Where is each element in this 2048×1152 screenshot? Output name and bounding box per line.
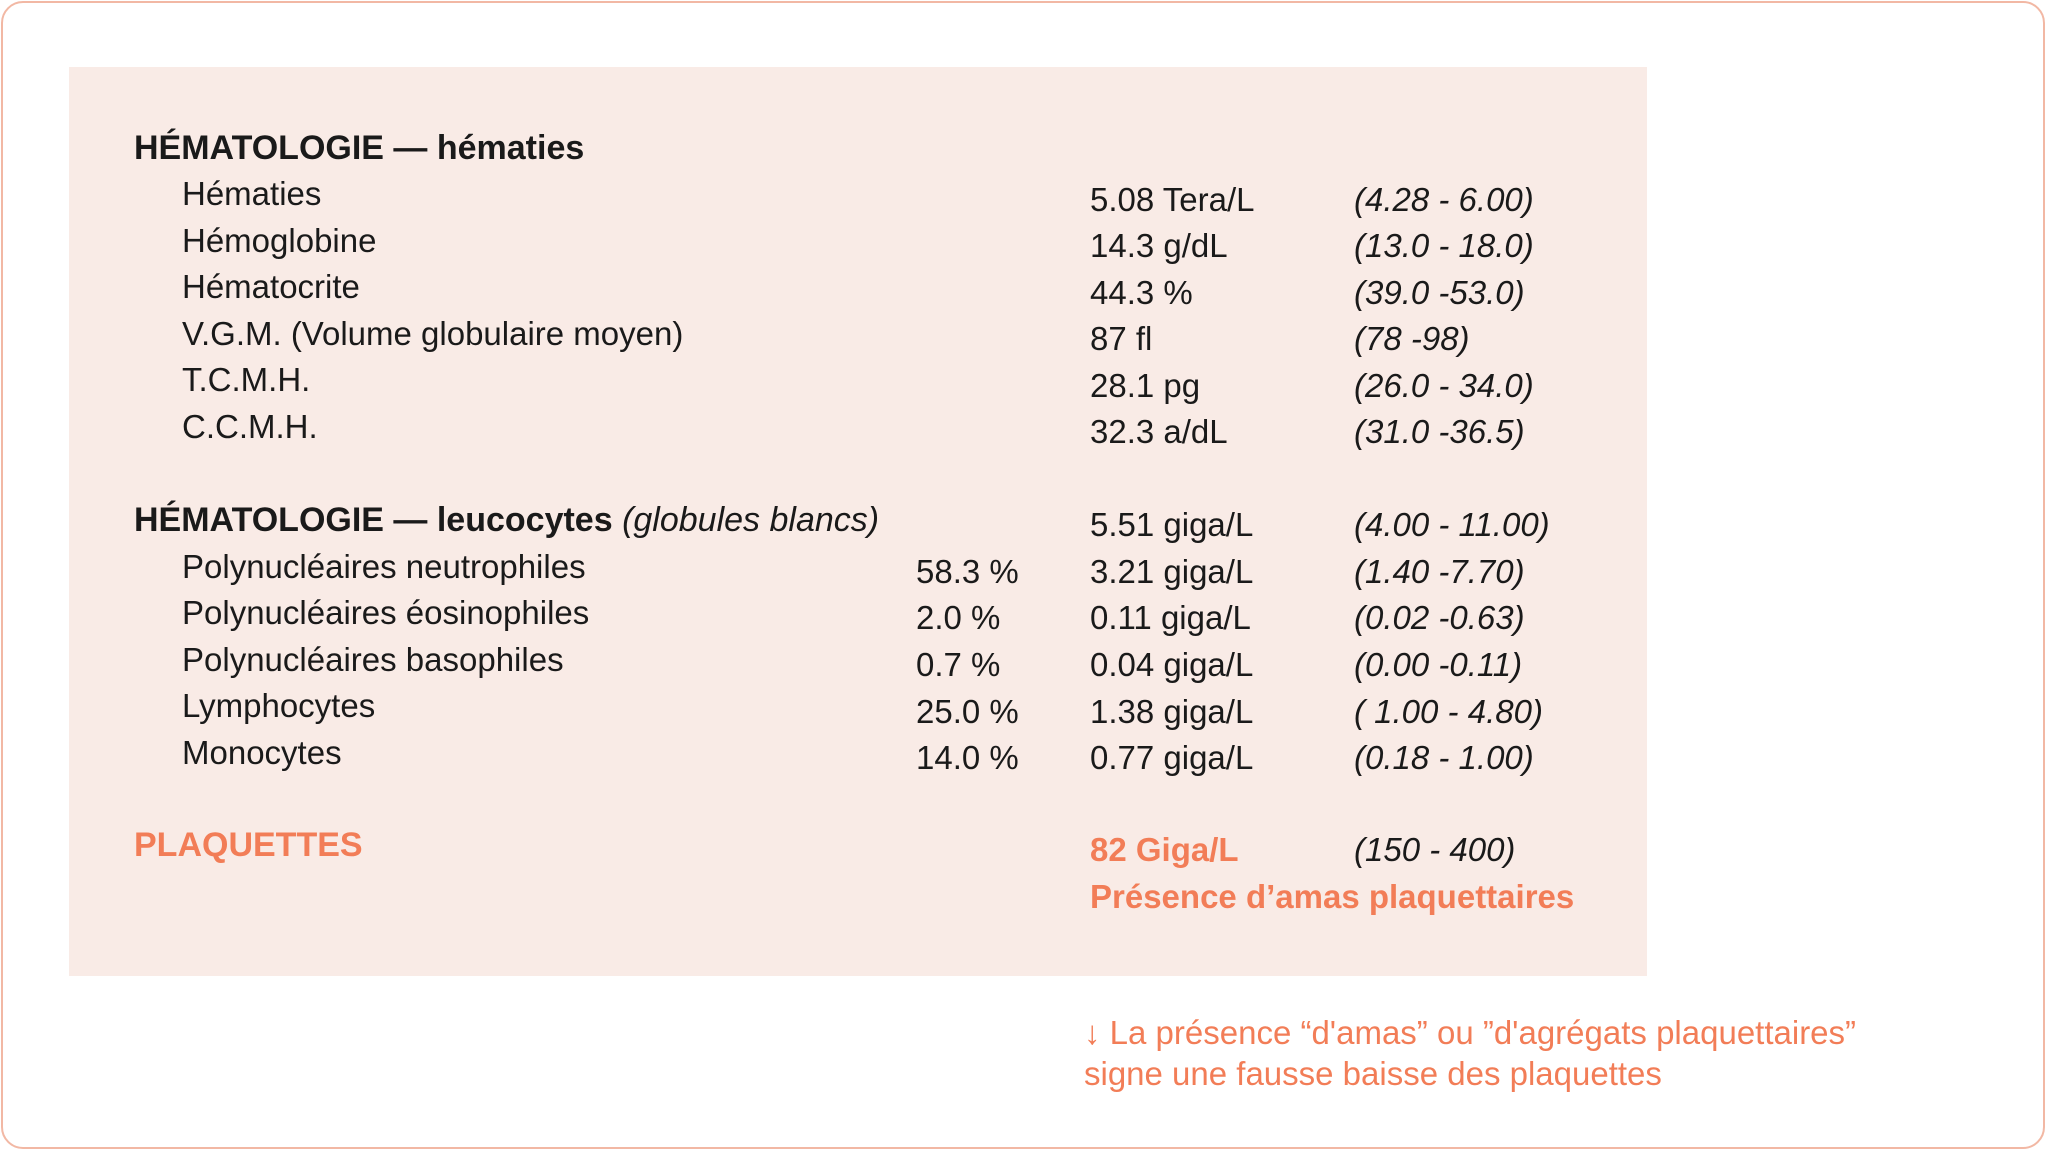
row-value: 0.11 giga/L <box>1090 599 1251 636</box>
row-label: T.C.M.H. <box>182 361 311 398</box>
row-value: 32.3 a/dL <box>1090 413 1228 450</box>
row-value: 28.1 pg <box>1090 367 1201 404</box>
row-value: 5.08 Tera/L <box>1090 181 1255 218</box>
row-reference-range: (1.40 -7.70) <box>1354 553 1525 590</box>
hematies-section-title: HÉMATOLOGIE — hématies <box>134 129 585 167</box>
plaquettes-section-title: PLAQUETTES <box>134 826 363 864</box>
row-reference-range: (0.18 - 1.00) <box>1354 739 1534 776</box>
leucocytes-section-title: HÉMATOLOGIE — leucocytes (globules blancs) <box>134 501 880 539</box>
row-value: 1.38 giga/L <box>1090 693 1254 730</box>
row-percent: 0.7 % <box>916 646 1001 683</box>
plaquettes-comment: Présence d’amas plaquettaires <box>1090 878 1575 915</box>
row-label: Monocytes <box>182 734 342 771</box>
row-label: Polynucléaires neutrophiles <box>182 548 586 585</box>
footnote-line-2: signe une fausse baisse des plaquettes <box>1084 1055 1662 1092</box>
row-label: Polynucléaires basophiles <box>182 641 564 678</box>
row-reference-range: (4.28 - 6.00) <box>1354 181 1534 218</box>
row-reference-range: (0.00 -0.11) <box>1354 646 1523 683</box>
row-value: 14.3 g/dL <box>1090 227 1228 264</box>
row-label: Hématies <box>182 175 322 212</box>
row-label: V.G.M. (Volume globulaire moyen) <box>182 315 684 352</box>
lab-results-card <box>69 67 1647 976</box>
row-percent: 14.0 % <box>916 739 1019 776</box>
row-reference-range: (78 -98) <box>1354 320 1470 357</box>
row-label: Hématocrite <box>182 268 360 305</box>
leucocytes-section-subtitle: (globules blancs) <box>622 501 880 539</box>
row-reference-range: ( 1.00 - 4.80) <box>1354 693 1543 730</box>
leucocytes-total-value: 5.51 giga/L <box>1090 506 1254 543</box>
plaquettes-reference-range: (150 - 400) <box>1354 831 1516 868</box>
row-reference-range: (31.0 -36.5) <box>1354 413 1525 450</box>
leucocytes-total-reference-range: (4.00 - 11.00) <box>1354 506 1550 543</box>
plaquettes-value: 82 Giga/L <box>1090 831 1239 868</box>
row-value: 87 fl <box>1090 320 1153 357</box>
row-label: Polynucléaires éosinophiles <box>182 594 590 631</box>
row-value: 3.21 giga/L <box>1090 553 1254 590</box>
row-reference-range: (13.0 - 18.0) <box>1354 227 1534 264</box>
row-percent: 58.3 % <box>916 553 1019 590</box>
row-label: C.C.M.H. <box>182 408 318 445</box>
row-label: Hémoglobine <box>182 222 377 259</box>
row-label: Lymphocytes <box>182 687 376 724</box>
row-percent: 25.0 % <box>916 693 1019 730</box>
row-value: 44.3 % <box>1090 274 1193 311</box>
row-reference-range: (39.0 -53.0) <box>1354 274 1525 311</box>
row-reference-range: (0.02 -0.63) <box>1354 599 1525 636</box>
row-percent: 2.0 % <box>916 599 1001 636</box>
row-value: 0.77 giga/L <box>1090 739 1254 776</box>
row-value: 0.04 giga/L <box>1090 646 1254 683</box>
footnote-line-1: ↓ La présence “d'amas” ou ”d'agrégats plaquettaires” <box>1084 1014 1857 1051</box>
row-reference-range: (26.0 - 34.0) <box>1354 367 1534 404</box>
